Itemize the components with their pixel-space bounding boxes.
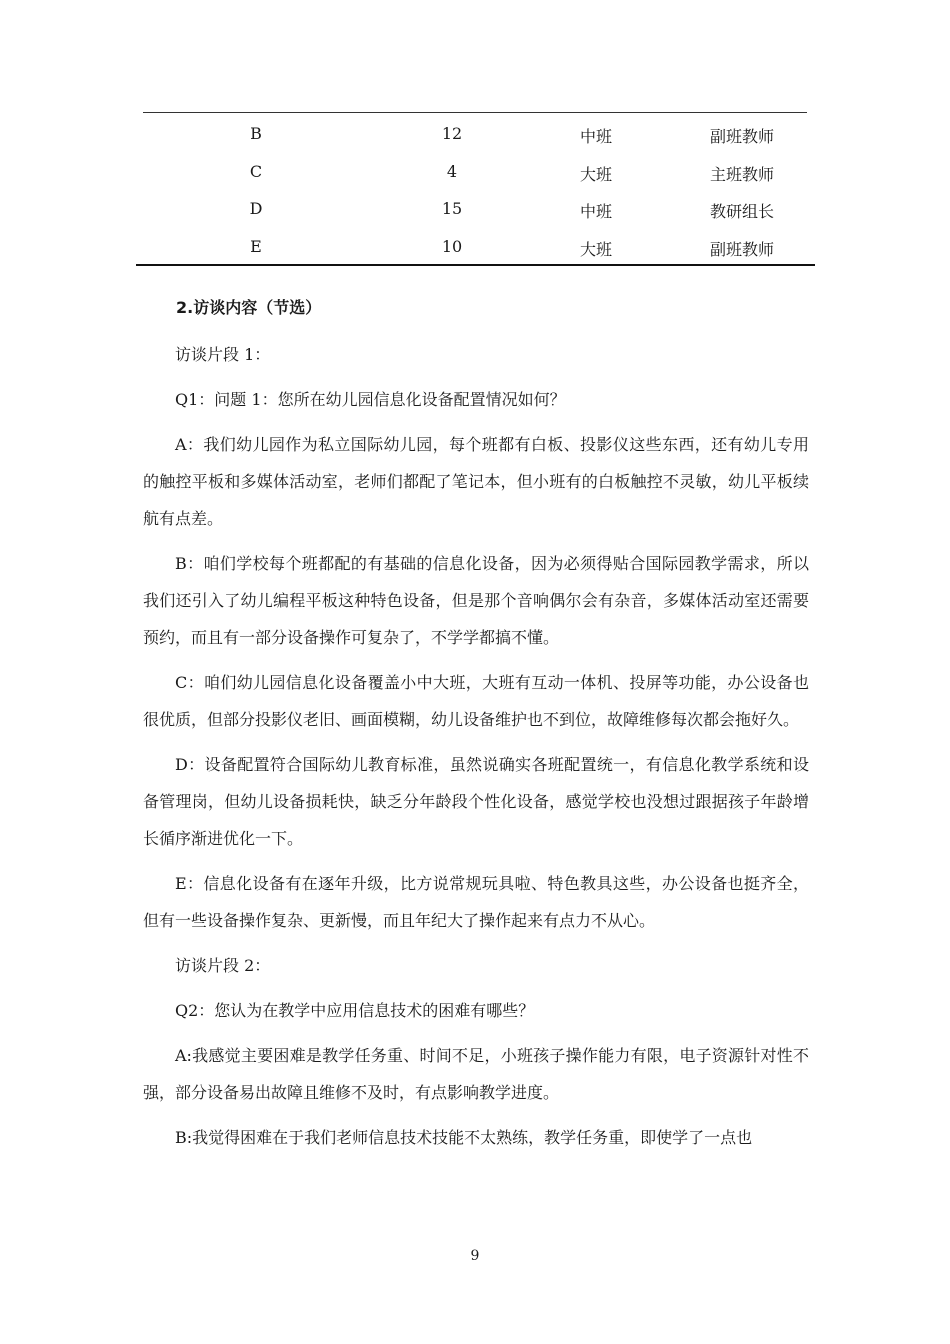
table-cell-id: C bbox=[249, 162, 263, 181]
answer-paragraph: B：咱们学校每个班都配的有基础的信息化设备，因为必须得贴合国际园教学需求，所以我们还引入了幼儿编程平板这种特色设备，但是那个音响偶尔会有杂音，多媒体活动室还需要预约，而且有一部分设备操作可复杂了，不学学都搞不懂。 bbox=[143, 554, 809, 647]
answer-paragraph: E：信息化设备有在逐年升级，比方说常规玩具啦、特色教具这些，办公设备也挺齐全，但有一些设备操作复杂、更新慢，而且年纪大了操作起来有点力不从心。 bbox=[143, 874, 809, 930]
table-cell-id: B bbox=[250, 124, 262, 143]
table-cell-class: 中班 bbox=[579, 127, 613, 146]
table-cell-years: 12 bbox=[441, 124, 463, 143]
answer-paragraph: D：设备配置符合国际幼儿教育标准，虽然说确实各班配置统一，有信息化教学系统和设备管理岗，但幼儿设备损耗快，缺乏分年龄段个性化设备，感觉学校也没想过跟据孩子年龄增长循序渐进优化一下。 bbox=[143, 755, 809, 848]
table-top-rule bbox=[143, 112, 807, 113]
answer-paragraph: A：我们幼儿园作为私立国际幼儿园，每个班都有白板、投影仪这些东西，还有幼儿专用的触控平板和多媒体活动室，老师们都配了笔记本，但小班有的白板触控不灵敏，幼儿平板续航有点差。 bbox=[143, 435, 809, 528]
table-cell-years: 4 bbox=[446, 162, 458, 181]
question-paragraph: Q2：您认为在教学中应用信息技术的困难有哪些？ bbox=[175, 1001, 535, 1020]
table-bottom-rule bbox=[136, 264, 815, 266]
fragment-label: 访谈片段 1： bbox=[175, 345, 271, 364]
table-cell-role: 副班教师 bbox=[709, 127, 775, 146]
fragment-label: 访谈片段 2： bbox=[175, 956, 271, 975]
table-cell-class: 中班 bbox=[579, 202, 613, 221]
answer-paragraph: C：咱们幼儿园信息化设备覆盖小中大班，大班有互动一体机、投屏等功能，办公设备也很优质，但部分投影仪老旧、画面模糊，幼儿设备维护也不到位，故障维修每次都会拖好久。 bbox=[143, 673, 809, 729]
table-row bbox=[0, 199, 950, 227]
table-cell-id: D bbox=[249, 199, 263, 218]
table-cell-years: 15 bbox=[441, 199, 463, 218]
table-cell-role: 教研组长 bbox=[709, 202, 775, 221]
table-cell-id: E bbox=[250, 237, 262, 256]
table-row bbox=[0, 124, 950, 152]
section-heading: 2.访谈内容（节选） bbox=[176, 298, 322, 317]
table-row bbox=[0, 237, 950, 265]
answer-paragraph: B:我觉得困难在于我们老师信息技术技能不太熟练，教学任务重，即使学了一点也 bbox=[175, 1128, 753, 1147]
interview-content bbox=[143, 336, 809, 1164]
answer-paragraph: A:我感觉主要困难是教学任务重、时间不足，小班孩子操作能力有限，电子资源针对性不强，部分设备易出故障且维修不及时，有点影响教学进度。 bbox=[143, 1046, 809, 1102]
table-cell-role: 主班教师 bbox=[709, 165, 775, 184]
table-cell-years: 10 bbox=[441, 237, 463, 256]
table-cell-class: 大班 bbox=[579, 165, 613, 184]
question-paragraph: Q1：问题 1：您所在幼儿园信息化设备配置情况如何？ bbox=[175, 390, 566, 409]
page-number: 9 bbox=[470, 1248, 480, 1264]
table-row bbox=[0, 162, 950, 190]
table-cell-class: 大班 bbox=[579, 240, 613, 259]
table-cell-role: 副班教师 bbox=[709, 240, 775, 259]
